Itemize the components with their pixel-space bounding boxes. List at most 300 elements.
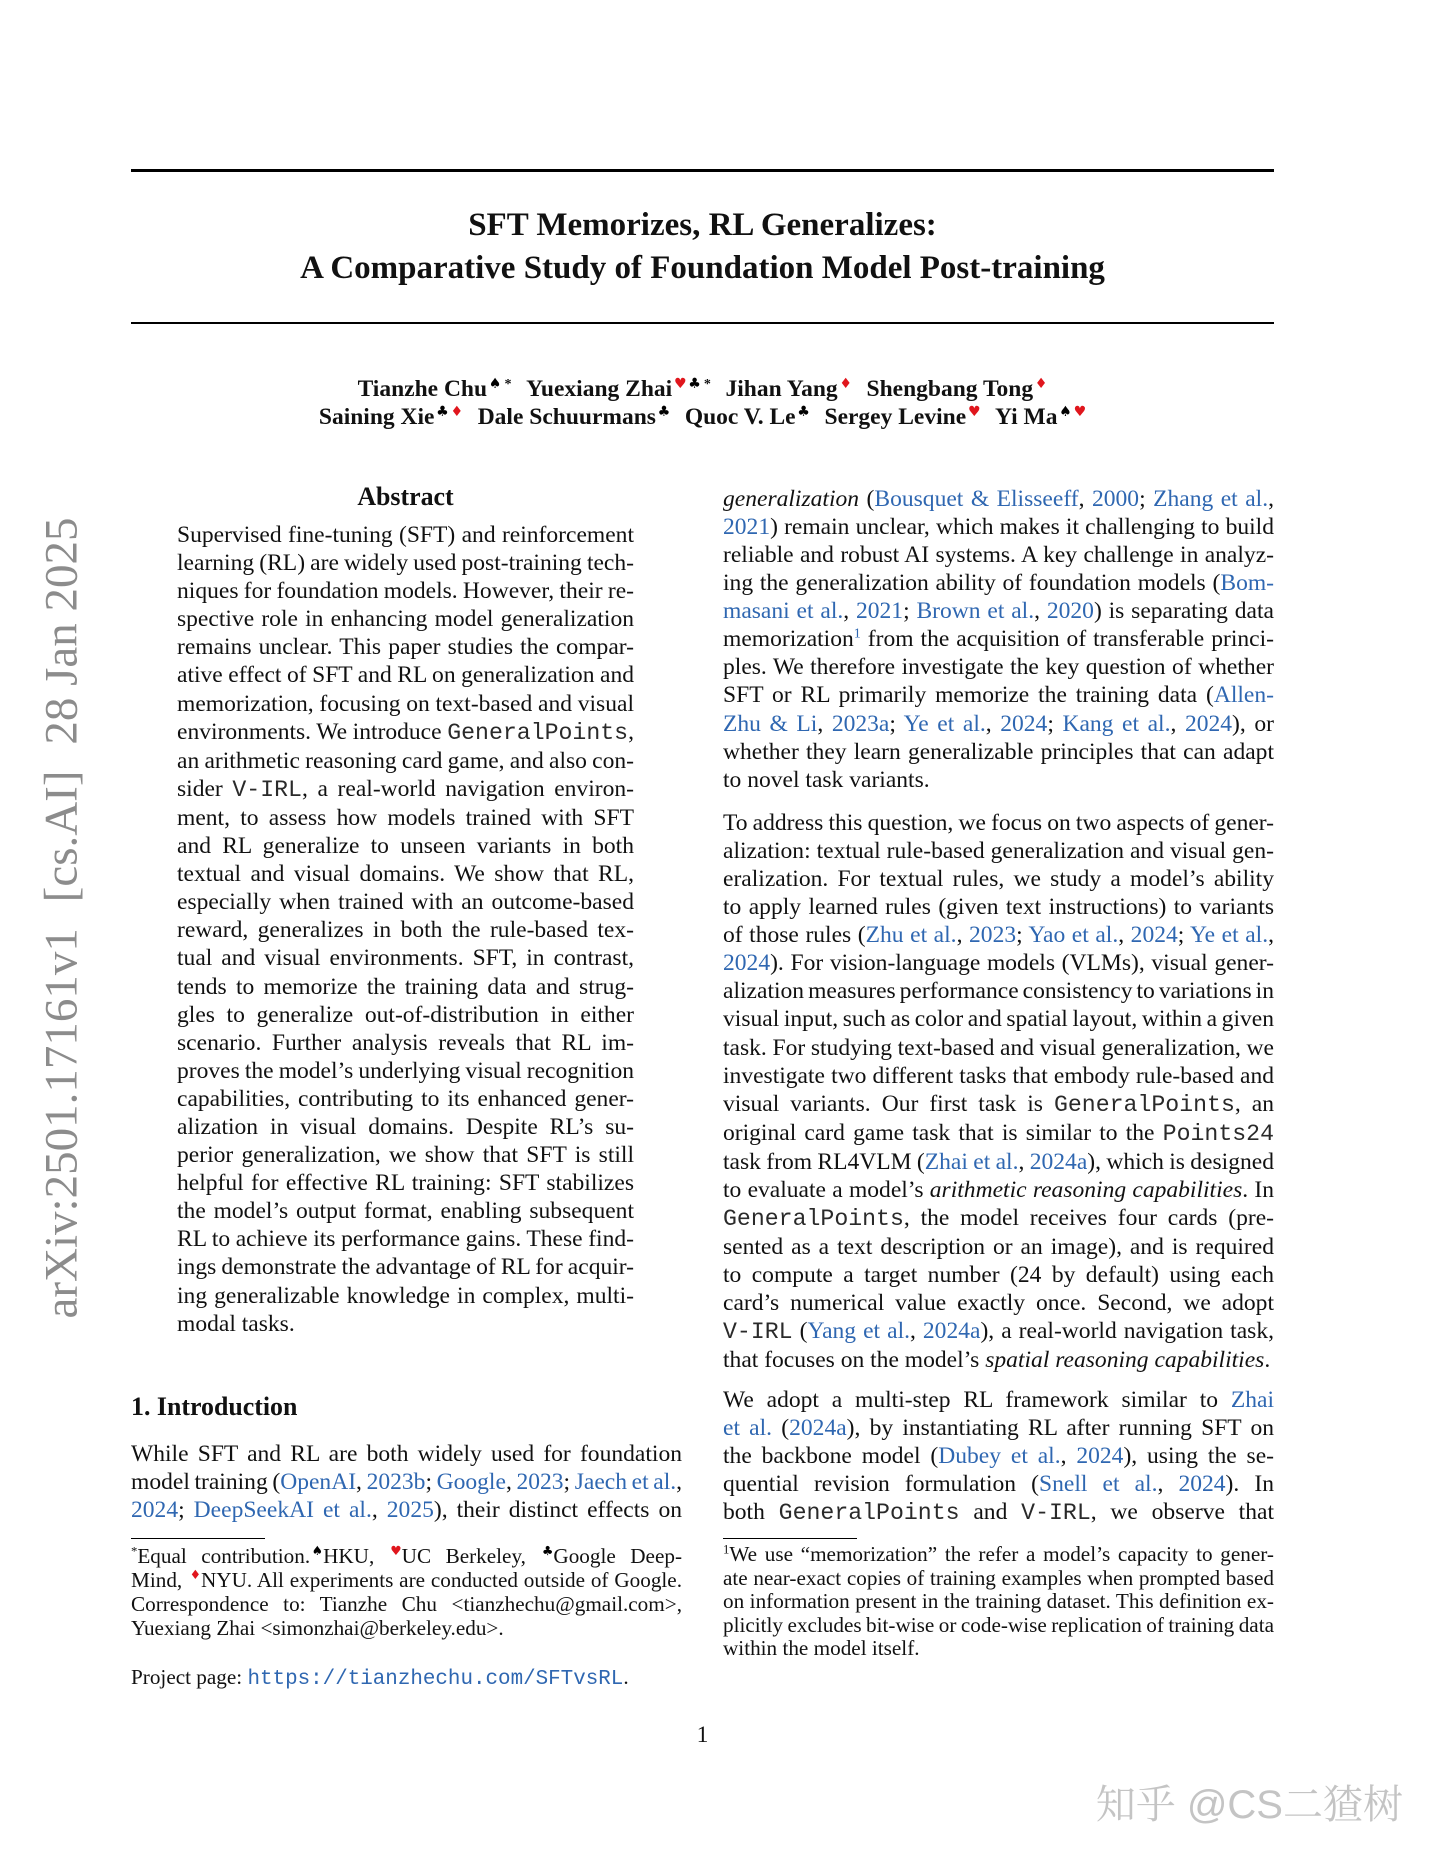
body-line <box>723 1498 1274 1527</box>
text-run: , <box>1170 710 1185 737</box>
citation-link[interactable]: Zhu et al. <box>865 922 957 949</box>
text-run: model training ( <box>131 1469 281 1496</box>
text-run: , <box>985 710 1001 737</box>
arxiv-id: arXiv:2501.17161v1 <box>35 928 88 1319</box>
text-run: scenario. Further analysis reveals that RL im- <box>177 1029 634 1056</box>
body-line <box>723 1414 1274 1442</box>
footnote-mark: * <box>131 1544 138 1559</box>
abstract-line <box>177 1141 634 1169</box>
body-line <box>723 1119 1274 1148</box>
body-line <box>723 625 1274 653</box>
text-run: , we observe that <box>1090 1499 1274 1526</box>
text-run: helpful for effective RL training: SFT stabilizes <box>177 1170 634 1197</box>
text-run: , <box>843 598 856 625</box>
body-line <box>723 710 1274 738</box>
watermark: 知乎 @CS二猹树 <box>1095 1783 1403 1827</box>
abstract-line <box>177 1085 634 1113</box>
text-run: ), or <box>1232 710 1274 737</box>
footnote-line <box>131 1545 682 1569</box>
citation-link[interactable]: Allen- <box>1213 682 1274 709</box>
arxiv-date: 28 Jan 2025 <box>35 517 88 745</box>
affiliation-mark: ♣ <box>436 403 449 420</box>
body-line <box>723 1005 1274 1033</box>
citation-link[interactable]: 2024 <box>1178 1471 1226 1498</box>
text-run: ment, to assess how models trained with SFT <box>177 804 634 831</box>
footnote-ref-link[interactable]: 1 <box>853 625 861 642</box>
text-run: Google Deep- <box>553 1544 683 1568</box>
text-run: both <box>723 1499 779 1526</box>
text-run: ative effect of SFT and RL on generalization and <box>177 662 634 689</box>
text-run: whether they learn generalizable principles that can adapt <box>723 738 1274 765</box>
citation-link[interactable]: 2021 <box>723 514 771 541</box>
abstract-line <box>177 1197 634 1225</box>
text-run: ; <box>1177 922 1190 949</box>
text-run: ), their distinct effects on <box>433 1497 682 1524</box>
citation-link[interactable]: Kang et al. <box>1062 710 1171 737</box>
body-line <box>723 893 1274 921</box>
text-run: , <box>1268 486 1274 512</box>
text-run: on information present in the training dataset. This definition ex- <box>723 1589 1274 1613</box>
text-run: Supervised fine-tuning (SFT) and reinforcement <box>177 522 634 548</box>
project-page-line <box>131 1665 682 1692</box>
code-text: V-IRL <box>723 1319 793 1346</box>
right-column-paragraph-2 <box>723 809 1274 1374</box>
body-line <box>723 921 1274 949</box>
text-run: tends to memorize the training data and strug- <box>177 973 634 1000</box>
abstract-line <box>177 1225 634 1253</box>
right-column-paragraph-1 <box>723 485 1274 794</box>
text-run: the backbone model ( <box>723 1443 939 1470</box>
introduction-paragraph <box>131 1440 682 1524</box>
text-run: to compute a target number (24 by default) using each <box>723 1262 1274 1288</box>
page-number: 1 <box>696 1722 709 1748</box>
body-line <box>723 569 1274 597</box>
text-run: ; <box>1047 710 1063 737</box>
text-run: ), by instantiating RL after running SFT on <box>846 1415 1275 1442</box>
body-line <box>723 1289 1274 1317</box>
body-line <box>723 597 1274 625</box>
author-line <box>131 375 1274 403</box>
author-name: Sergey Levine <box>824 404 967 430</box>
citation-link[interactable]: 2024 <box>1184 710 1233 737</box>
text-run: ; <box>903 598 917 625</box>
footnote-affiliations <box>131 1545 682 1641</box>
body-line <box>723 681 1274 709</box>
affiliation-mark: ♦ <box>839 375 852 392</box>
text-run: , <box>817 710 832 737</box>
text-run: , <box>356 1469 367 1496</box>
text-run: , <box>956 922 970 949</box>
citation-link[interactable]: Zhai <box>1230 1387 1274 1413</box>
text-run: gles to generalize out-of-distribution in either <box>177 1001 634 1028</box>
text-run: reliable and robust AI systems. A key challenge in analyz- <box>723 542 1274 569</box>
text-run: . In <box>1242 1176 1275 1203</box>
citation-link[interactable]: 2024a <box>1029 1148 1088 1175</box>
abstract-line <box>177 633 634 661</box>
abstract-line <box>177 944 634 972</box>
affiliation-mark: ♠ <box>488 375 502 392</box>
footnote-rule <box>131 1538 265 1539</box>
footnote-line <box>131 1665 682 1692</box>
text-run: , <box>1034 598 1047 625</box>
text-run: alization in visual domains. Despite RL’s su- <box>177 1113 634 1140</box>
abstract-line <box>177 804 634 832</box>
text-run: ples. We therefore investigate the key question of whether <box>723 654 1274 681</box>
citation-link[interactable]: Zhai et al. <box>924 1148 1019 1175</box>
text-run: ) is separating data <box>1093 598 1274 625</box>
abstract-heading: Abstract <box>357 482 454 511</box>
abstract-line <box>177 973 634 1001</box>
introduction-heading: 1. Introduction <box>131 1392 298 1421</box>
text-run: , <box>1118 922 1131 949</box>
text-run: , <box>505 1469 517 1496</box>
affiliation-mark: ♣ <box>797 403 810 420</box>
text-run: , <box>910 1318 923 1345</box>
abstract-body <box>177 521 634 1338</box>
text-run: HKU, <box>323 1544 389 1568</box>
project-url-link[interactable]: https://tianzhechu.com/SFTvsRL <box>247 1668 624 1691</box>
citation-link[interactable]: 2025 <box>386 1497 434 1524</box>
text-run: To address this question, we focus on two aspects of gener- <box>723 810 1274 836</box>
citation-link[interactable]: 2024 <box>131 1497 179 1524</box>
text-run: ( <box>772 1415 790 1442</box>
author-name: Shengbang Tong <box>866 376 1034 402</box>
text-run: , <box>1268 922 1274 949</box>
text-run: investigate two different tasks that embody rule-based and <box>723 1062 1274 1089</box>
body-line <box>131 1468 682 1496</box>
citation-link[interactable]: Bousquet & Elisseeff <box>874 486 1079 512</box>
text-run: visual input, such as color and spatial layout, within a given <box>723 1006 1274 1033</box>
body-line <box>723 513 1274 541</box>
citation-link[interactable]: Google <box>436 1469 506 1496</box>
citation-link[interactable]: 2024 <box>1000 710 1048 737</box>
bottom-rule <box>131 322 1274 324</box>
body-line <box>723 485 1274 513</box>
abstract-line <box>177 549 634 577</box>
text-run: quential revision formulation ( <box>723 1471 1039 1498</box>
footnote-mark: * <box>703 375 711 392</box>
text-run: from the acquisition of transferable princi- <box>860 626 1274 653</box>
title-line: A Comparative Study of Foundation Model Post-training <box>300 250 1105 286</box>
body-line <box>723 766 1274 794</box>
text-run: Equal contribution. <box>137 1544 311 1568</box>
text-run: Mind, <box>131 1567 189 1592</box>
code-text: V-IRL <box>232 776 302 803</box>
code-text: GeneralPoints <box>778 1500 960 1527</box>
text-run: ; <box>563 1469 575 1496</box>
body-line <box>723 738 1274 766</box>
body-line <box>723 1386 1274 1414</box>
citation-link[interactable]: 2023a <box>831 710 890 737</box>
affiliation-mark: ♦ <box>1034 375 1048 392</box>
text-run: eralization. For textual rules, we study a model’s ability <box>723 866 1274 893</box>
author-name: Dale Schuurmans <box>477 404 656 430</box>
abstract-line <box>177 1282 634 1310</box>
citation-link[interactable]: 2000 <box>1091 486 1140 512</box>
footnote-line <box>723 1567 1274 1591</box>
italic-text: generalization <box>723 486 860 512</box>
author-name: Yuexiang Zhai <box>526 376 673 402</box>
text-run: ). In <box>1225 1471 1274 1498</box>
text-run: , the model receives four cards (pre- <box>903 1204 1274 1231</box>
text-run: ing generalizable knowledge in complex, multi- <box>177 1282 634 1309</box>
body-line <box>723 949 1274 977</box>
body-line <box>723 541 1274 569</box>
footnote-memorization <box>723 1543 1274 1661</box>
text-run: and RL generalize to unseen variants in both <box>177 833 634 860</box>
text-run: We adopt a multi-step RL framework similar to <box>723 1387 1231 1413</box>
citation-link[interactable]: Jaech et al. <box>574 1469 677 1496</box>
text-run: task. For studying text-based and visual generalization, we <box>723 1034 1274 1061</box>
text-run: . <box>623 1665 629 1689</box>
text-run: ate near-exact copies of training examples when prompted based <box>723 1565 1274 1590</box>
text-run: SFT or RL primarily memorize the training data ( <box>723 682 1214 709</box>
abstract-line <box>177 1057 634 1085</box>
text-run: ing the generalization ability of foundation models ( <box>723 570 1221 597</box>
body-line <box>723 1090 1274 1119</box>
citation-link[interactable]: Snell et al. <box>1039 1471 1158 1498</box>
text-run: learning (RL) are widely used post-training tech- <box>177 550 634 577</box>
text-run: original card game task that is similar to the <box>723 1119 1163 1146</box>
text-run: ; <box>178 1497 194 1524</box>
text-run: Correspondence to: Tianzhe Chu <tianzhechu@gmail.com>, <box>131 1591 682 1616</box>
abstract-line <box>177 775 634 804</box>
text-run: capabilities, contributing to its enhanced gener- <box>177 1085 634 1112</box>
citation-link[interactable]: 2023 <box>516 1469 564 1496</box>
author-line <box>131 403 1274 431</box>
citation-link[interactable]: et al. <box>723 1415 773 1442</box>
text-run: alization: textual rule-based generalization and visual gen- <box>723 838 1274 865</box>
citation-link[interactable]: Yang et al. <box>807 1318 910 1345</box>
citation-link[interactable]: 2023b <box>366 1469 426 1496</box>
abstract-line <box>177 1253 634 1281</box>
footnote-line <box>131 1569 682 1593</box>
text-run: environments. We introduce <box>177 718 448 745</box>
text-run: to apply learned rules (given text instructions) to variants <box>723 894 1274 921</box>
citation-link[interactable]: OpenAI <box>280 1469 357 1496</box>
code-text: GeneralPoints <box>723 1205 904 1232</box>
text-run: , <box>628 718 634 745</box>
abstract-line <box>177 1029 634 1057</box>
body-line <box>723 1470 1274 1498</box>
text-run: that focuses on the model’s <box>723 1347 986 1374</box>
citation-link[interactable]: masani et al. <box>723 598 844 625</box>
text-run: remains unclear. This paper studies the compar- <box>177 634 634 661</box>
citation-link[interactable]: Zhu & Li <box>723 710 818 737</box>
author-name: Saining Xie <box>318 404 435 430</box>
text-run: , a real-world navigation environ- <box>301 775 634 802</box>
text-run: , an <box>1234 1090 1275 1117</box>
text-run: spective role in enhancing model generalization <box>177 606 634 633</box>
code-text: GeneralPoints <box>447 719 629 746</box>
text-run: to evaluate a model’s <box>723 1176 930 1203</box>
affiliation-mark: ♥ <box>1073 403 1087 420</box>
text-run: memorization, focusing on text-based and visual <box>177 690 634 717</box>
text-run: ; <box>1139 486 1154 512</box>
text-run: ; <box>889 710 904 737</box>
affiliation-mark: ♣ <box>657 403 671 420</box>
abstract-line <box>177 916 634 944</box>
text-run: UC Berkeley, <box>401 1544 541 1568</box>
body-line <box>723 809 1274 837</box>
text-run: While SFT and RL are both widely used for foundation <box>131 1441 682 1467</box>
text-run: perior generalization, we show that SFT is still <box>177 1142 634 1169</box>
author-name: Jihan Yang <box>725 376 838 402</box>
citation-link[interactable]: 2024 <box>723 950 771 977</box>
citation-link[interactable]: 2023 <box>969 922 1017 949</box>
body-line <box>131 1440 682 1468</box>
footnote-line <box>723 1637 1274 1661</box>
footnote-line <box>723 1614 1274 1638</box>
body-line <box>723 1317 1274 1346</box>
text-run: We use “memorization” the refer a model’s capacity to gener- <box>729 1542 1274 1566</box>
body-line <box>723 1233 1274 1261</box>
abstract-line <box>177 1113 634 1141</box>
abstract-line <box>177 718 634 747</box>
author-name: Yi Ma <box>995 404 1058 430</box>
text-run: and <box>959 1499 1022 1526</box>
italic-text: spatial reasoning capabilities <box>985 1347 1265 1374</box>
abstract-line <box>177 860 634 888</box>
citation-link[interactable]: 2020 <box>1046 598 1094 625</box>
text-run: plicitly excludes bit-wise or code-wise replication of training data <box>723 1612 1274 1637</box>
text-run: sider <box>177 775 233 802</box>
abstract-line <box>177 747 634 775</box>
code-text: V-IRL <box>1021 1500 1091 1527</box>
text-run: , <box>1157 1471 1179 1498</box>
text-run: visual variants. Our first task is <box>723 1090 1054 1117</box>
code-text: Points24 <box>1162 1120 1274 1147</box>
text-run: memorization <box>723 626 854 653</box>
abstract-line <box>177 661 634 689</box>
right-column-paragraph-3 <box>723 1386 1274 1527</box>
affiliation-mark: ♣ <box>541 1543 554 1559</box>
citation-link[interactable]: 2024 <box>1076 1443 1124 1470</box>
text-run: niques for foundation models. However, their re- <box>177 578 634 605</box>
text-run: . <box>1264 1347 1271 1374</box>
text-run: the model’s output format, enabling subsequent <box>177 1198 634 1225</box>
citation-link[interactable]: 2024a <box>789 1415 847 1442</box>
citation-link[interactable]: Dubey et al. <box>938 1443 1061 1470</box>
affiliation-mark: ♥ <box>673 375 687 392</box>
abstract-line <box>177 832 634 860</box>
text-run: within the model itself. <box>723 1636 920 1660</box>
footnote-line <box>131 1593 682 1617</box>
body-line <box>723 1062 1274 1090</box>
text-run: Project page: <box>131 1665 248 1689</box>
text-run: ; <box>425 1469 437 1496</box>
body-line <box>723 1346 1274 1374</box>
body-line <box>723 977 1274 1005</box>
text-run: task from RL4VLM ( <box>723 1148 925 1175</box>
abstract-line <box>177 1310 634 1338</box>
top-rule <box>131 169 1274 172</box>
footnote-line <box>723 1543 1274 1567</box>
body-line <box>723 1261 1274 1289</box>
citation-link[interactable]: Ye et al. <box>903 710 986 737</box>
affiliation-mark: ♦ <box>450 403 464 420</box>
body-line <box>723 653 1274 681</box>
text-run: of those rules ( <box>723 922 866 949</box>
citation-link[interactable]: Yao et al. <box>1028 922 1119 949</box>
body-line <box>723 865 1274 893</box>
text-run: NYU. All experiments are conducted outside of Google. <box>200 1567 682 1592</box>
abstract-line <box>177 521 634 549</box>
citation-link[interactable]: DeepSeekAI et al. <box>193 1497 372 1524</box>
body-line <box>723 1442 1274 1470</box>
body-line <box>723 1176 1274 1204</box>
text-run: ), which is designed <box>1087 1148 1274 1175</box>
abstract-line <box>177 888 634 916</box>
citation-link[interactable]: 2024 <box>1130 922 1178 949</box>
text-run: an arithmetic reasoning card game, and also con- <box>177 747 634 774</box>
citation-link[interactable]: 2024a <box>922 1318 981 1345</box>
text-run: Yuexiang Zhai <simonzhai@berkeley.edu>. <box>131 1615 504 1640</box>
body-line <box>723 1148 1274 1176</box>
footnote-mark: * <box>504 375 512 392</box>
title-line: SFT Memorizes, RL Generalizes: <box>468 207 937 243</box>
affiliation-mark: ♥ <box>390 1543 402 1559</box>
citation-link[interactable]: Zhang et al. <box>1153 486 1269 512</box>
text-run: ; <box>1016 922 1029 949</box>
abstract-line <box>177 1169 634 1197</box>
body-line <box>131 1496 682 1524</box>
text-run: , <box>1018 1148 1030 1175</box>
citation-link[interactable]: Brown et al. <box>916 598 1035 625</box>
abstract-line <box>177 1001 634 1029</box>
text-run: tual and visual environments. SFT, in contrast, <box>177 945 634 972</box>
text-run: , <box>1060 1443 1077 1470</box>
affiliation-mark: ♣ <box>688 375 701 392</box>
text-run: reward, generalizes in both the rule-based tex- <box>177 917 634 944</box>
arxiv-category: [cs.AI] <box>35 770 88 903</box>
affiliation-mark: ♥ <box>967 403 981 420</box>
footnote-line <box>723 1590 1274 1614</box>
text-run: ings demonstrate the advantage of RL for acquir- <box>177 1254 634 1281</box>
text-run: to novel task variants. <box>723 766 930 793</box>
body-line <box>723 1034 1274 1062</box>
title-block <box>131 204 1274 290</box>
affiliation-mark: ♠ <box>1059 403 1072 420</box>
abstract-line <box>177 577 634 605</box>
text-run: especially when trained with an outcome-based <box>177 889 634 916</box>
citation-link[interactable]: Ye et al. <box>1190 922 1269 949</box>
author-block <box>131 375 1274 431</box>
text-run: alization measures performance consistency to variations in <box>723 978 1274 1005</box>
footnote-mark: 1 <box>723 1542 730 1557</box>
abstract-line <box>177 605 634 633</box>
citation-link[interactable]: Bom- <box>1220 570 1274 597</box>
footnote-rule <box>723 1538 857 1539</box>
text-run: ). For vision-language models (VLMs), visual gener- <box>770 950 1274 977</box>
text-run: textual and visual domains. We show that RL, <box>177 861 634 888</box>
text-run: ( <box>859 486 875 512</box>
text-run: ) remain unclear, which makes it challenging to build <box>770 514 1274 541</box>
arxiv-stamp <box>35 517 88 1319</box>
citation-link[interactable]: 2021 <box>855 598 904 625</box>
abstract-line <box>177 690 634 718</box>
text-run: sented as a text description or an image), and is required <box>723 1233 1274 1260</box>
text-run: proves the model’s underlying visual recognition <box>177 1057 634 1084</box>
italic-text: arithmetic reasoning capabilities <box>929 1176 1243 1203</box>
text-run: ), using the se- <box>1123 1443 1274 1470</box>
affiliation-mark: ♠ <box>311 1543 324 1559</box>
text-run: ), a real-world navigation task, <box>980 1318 1274 1345</box>
author-name: Quoc V. Le <box>684 404 796 430</box>
text-run: modal tasks. <box>177 1310 295 1337</box>
text-run: RL to achieve its performance gains. These find- <box>177 1226 634 1253</box>
body-line <box>723 837 1274 865</box>
